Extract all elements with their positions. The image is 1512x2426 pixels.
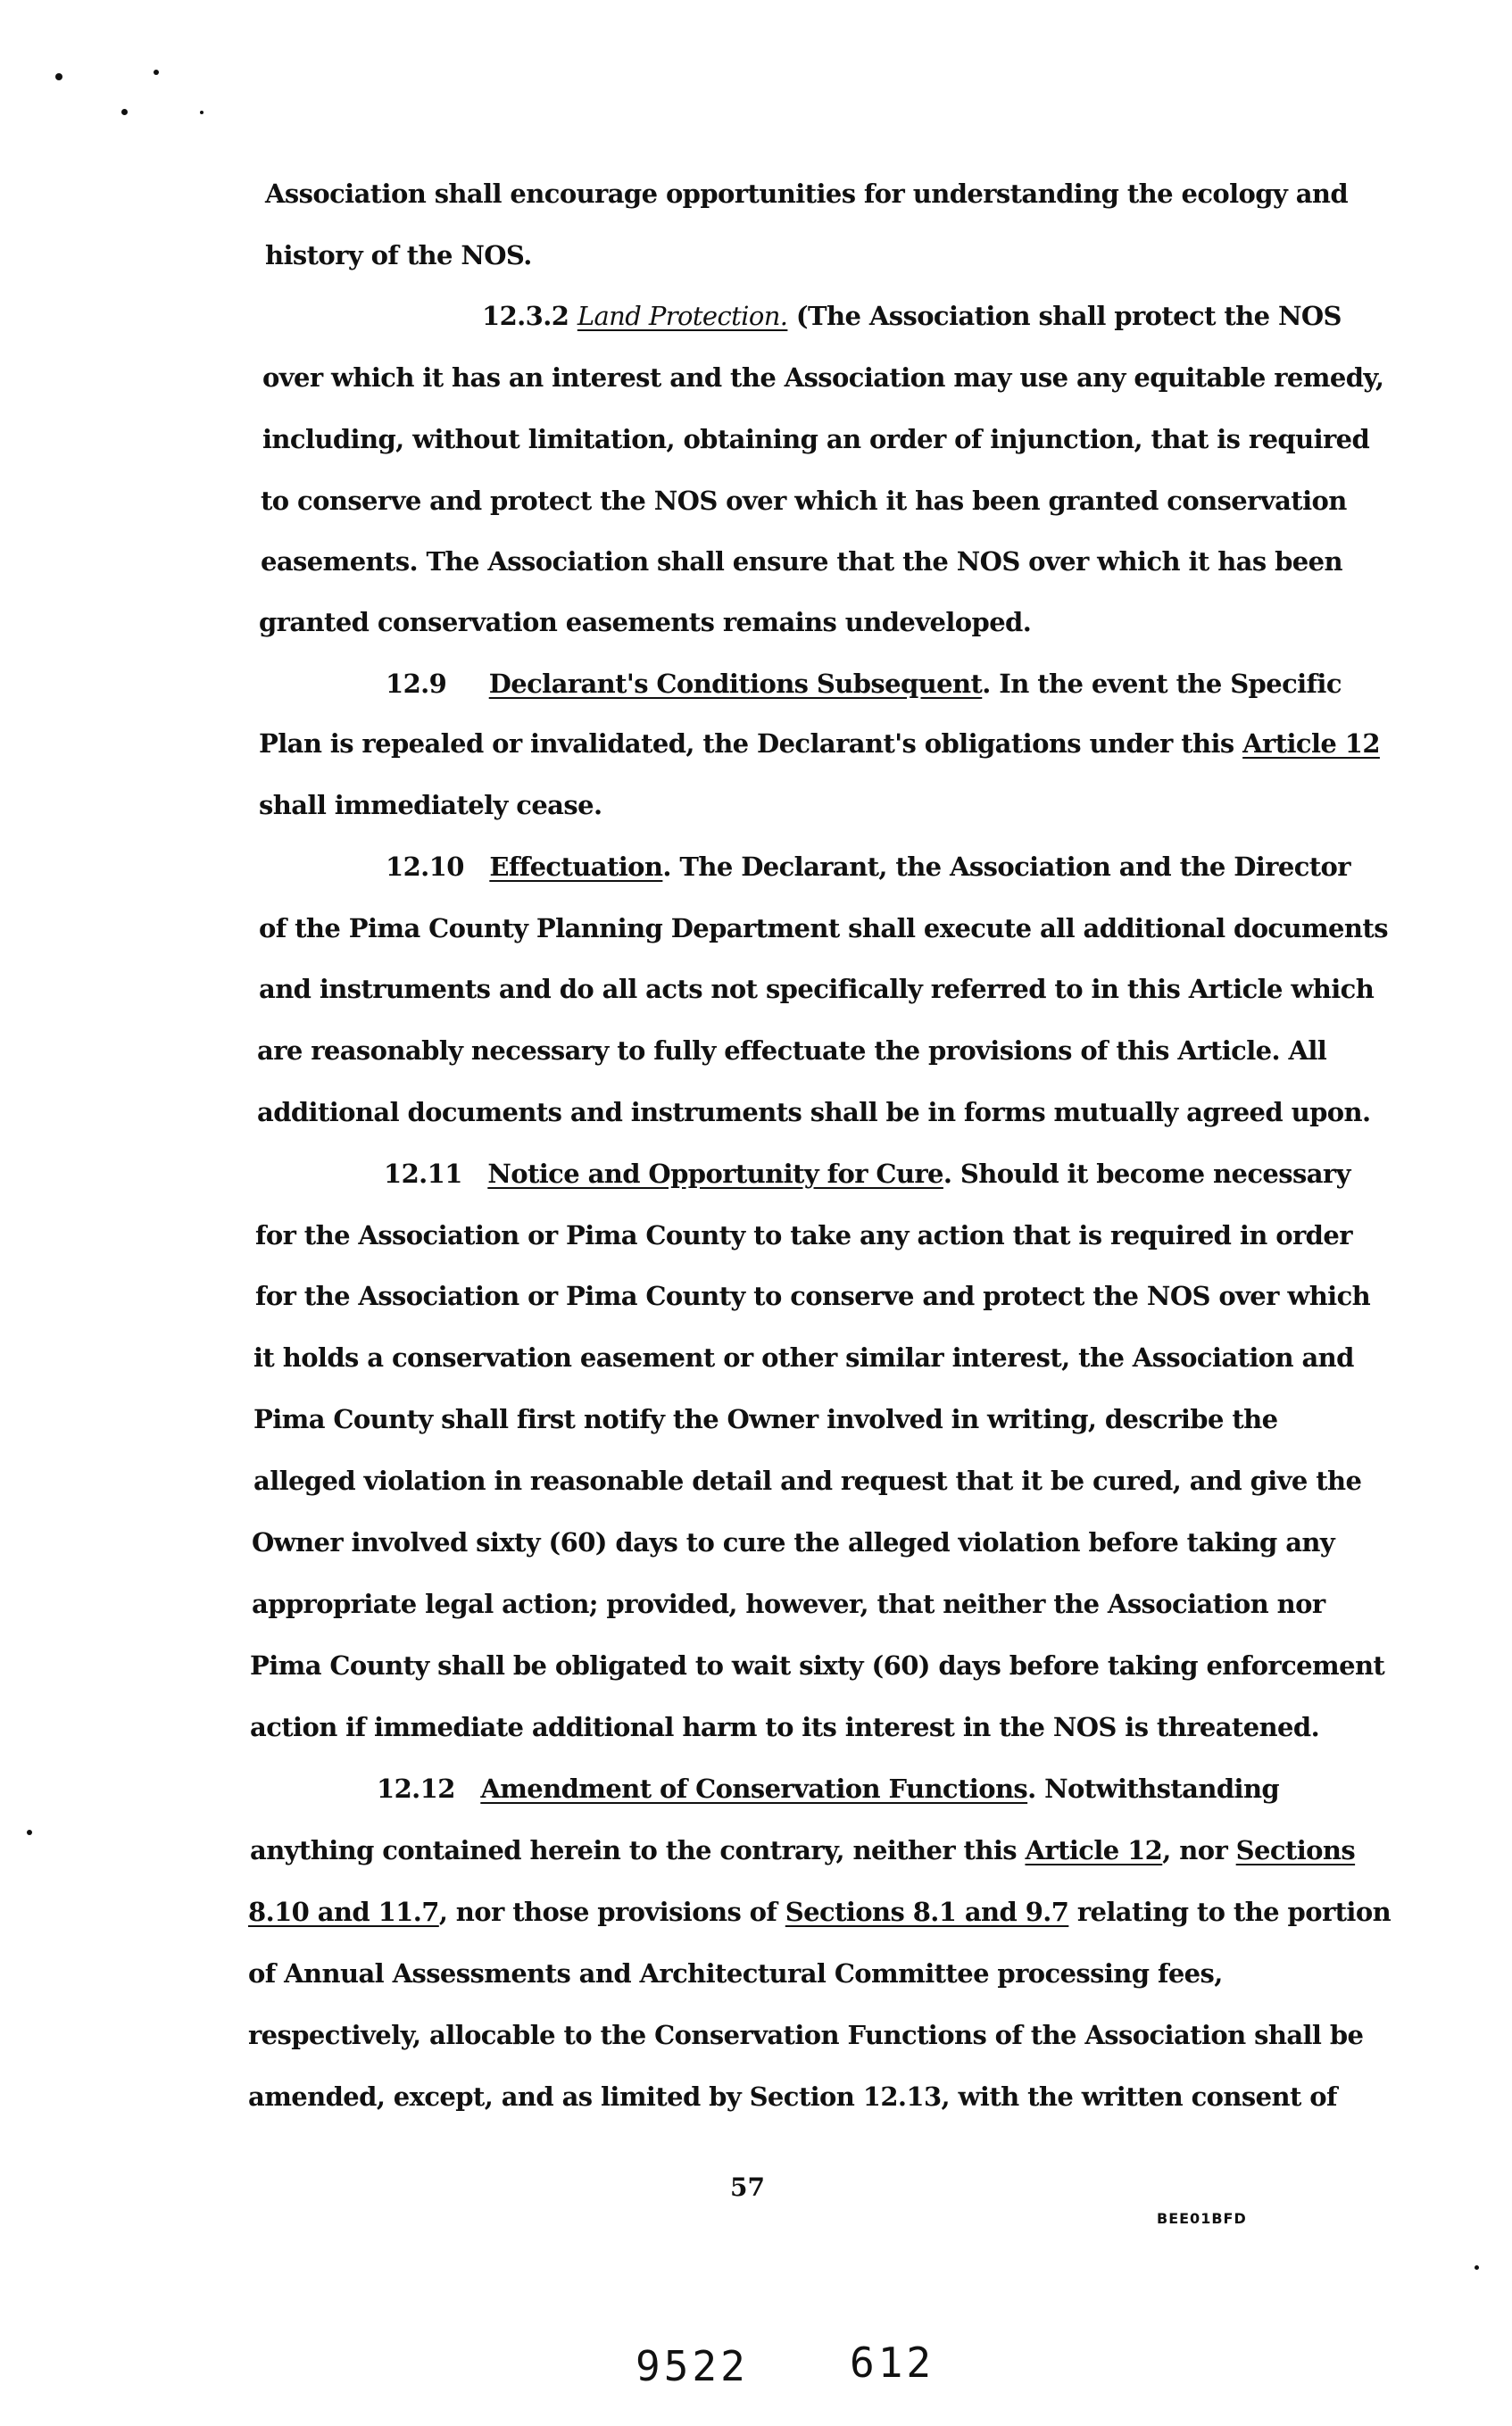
recording-stamp-page: 612 (850, 2339, 935, 2387)
cross-reference-sections-8-1-9-7: Sections 8.1 and 9.7 (785, 1897, 1069, 1927)
section-12-9-line (386, 668, 1342, 700)
text-line: granted conservation easements remains undeveloped. (259, 607, 1032, 637)
recording-stamp-book: 9522 (636, 2342, 749, 2390)
text-line: Pima County shall first notify the Owner involved in writing, describe the (253, 1404, 1278, 1434)
page-number: 57 (730, 2173, 765, 2202)
text-line (259, 727, 1380, 760)
text-line: of the Pima County Planning Department shall execute all additional documents (259, 913, 1388, 943)
line-text: , nor (1162, 1835, 1236, 1865)
text-line: alleged violation in reasonable detail and request that it be cured, and give the (253, 1466, 1362, 1496)
text-line: amended, except, and as limited by Section 12.13, with the written consent of (248, 2081, 1337, 2112)
text-line: including, without limitation, obtaining an order of injunction, that is required (262, 424, 1370, 454)
cross-reference-article-12: Article 12 (1025, 1835, 1163, 1865)
scan-speck (27, 1830, 32, 1835)
text-line: additional documents and instruments shall be in forms mutually agreed upon. (257, 1097, 1371, 1127)
section-number: 12.12 (377, 1774, 481, 1804)
section-text: . Notwithstanding (1027, 1774, 1280, 1804)
section-12-12-line (377, 1773, 1279, 1805)
section-number: 12.9 (386, 669, 489, 699)
section-number: 12.3.2 (482, 301, 577, 331)
scan-speck (1475, 2265, 1479, 2270)
text-line: easements. The Association shall ensure that the NOS over which it has been (261, 546, 1342, 577)
text-line: appropriate legal action; provided, however, that neither the Association nor (252, 1589, 1325, 1619)
section-title-effectuation: Effectuation (489, 852, 663, 882)
section-12-3-2-line (482, 300, 1342, 332)
section-text: . In the event the Specific (982, 669, 1342, 699)
text-line (250, 1834, 1355, 1866)
section-text: . Should it become necessary (943, 1159, 1350, 1189)
cross-reference-sections-8-10-11-7: 8.10 and 11.7 (248, 1897, 439, 1927)
section-number: 12.11 (384, 1159, 488, 1189)
cross-reference-sections: Sections (1235, 1835, 1356, 1865)
section-title-notice-and-opportunity: Notice and Opportunity for Cure (487, 1159, 943, 1189)
text-line: to conserve and protect the NOS over which it has been granted conservation (261, 486, 1347, 516)
line-text: relating to the portion (1068, 1897, 1392, 1927)
scan-speck (200, 111, 204, 114)
line-text: anything contained herein to the contrary, neither this (250, 1835, 1026, 1865)
section-12-10-line (386, 851, 1350, 883)
text-line: action if immediate additional harm to its interest in the NOS is threatened. (250, 1712, 1320, 1742)
line-text: , nor those provisions of (438, 1897, 785, 1927)
line-text: Plan is repealed or invalidated, the Declarant's obligations under this (259, 728, 1243, 759)
text-line: Owner involved sixty (60) days to cure the alleged violation before taking any (252, 1527, 1335, 1558)
text-line: Pima County shall be obligated to wait sixty (60) days before taking enforcement (250, 1650, 1385, 1681)
section-title-amendment-of-conservation-functions: Amendment of Conservation Functions (480, 1774, 1028, 1804)
scan-speck (154, 70, 159, 75)
text-line: respectively, allocable to the Conservation Functions of the Association shall be (248, 2020, 1364, 2050)
text-line: for the Association or Pima County to conserve and protect the NOS over which (255, 1281, 1371, 1311)
text-line (248, 1896, 1391, 1928)
text-line: and instruments and do all acts not specifically referred to in this Article which (259, 974, 1375, 1004)
text-line: for the Association or Pima County to take any action that is required in order (255, 1220, 1352, 1250)
section-number: 12.10 (386, 852, 490, 882)
text-line: of Annual Assessments and Architectural Committee processing fees, (248, 1958, 1223, 1989)
cross-reference-article-12: Article 12 (1242, 728, 1380, 759)
text-line: shall immediately cease. (259, 790, 602, 820)
section-text: . The Declarant, the Association and the Director (662, 852, 1350, 882)
section-12-11-line (384, 1158, 1350, 1190)
section-text: (The Association shall protect the NOS (787, 301, 1342, 331)
text-line: history of the NOS. (265, 240, 532, 270)
text-line: over which it has an interest and the Association may use any equitable remedy, (262, 362, 1384, 393)
scan-speck (121, 109, 128, 115)
document-code: BEE01BFD (1157, 2210, 1247, 2227)
section-title-land-protection: Land Protection. (577, 301, 788, 331)
text-line: Association shall encourage opportunities for understanding the ecology and (265, 179, 1349, 209)
section-title-declarants-conditions: Declarant's Conditions Subsequent (488, 669, 983, 699)
text-line: are reasonably necessary to fully effectuate the provisions of this Article. All (257, 1035, 1327, 1066)
text-line: it holds a conservation easement or other similar interest, the Association and (253, 1342, 1354, 1373)
scan-speck (55, 73, 62, 80)
